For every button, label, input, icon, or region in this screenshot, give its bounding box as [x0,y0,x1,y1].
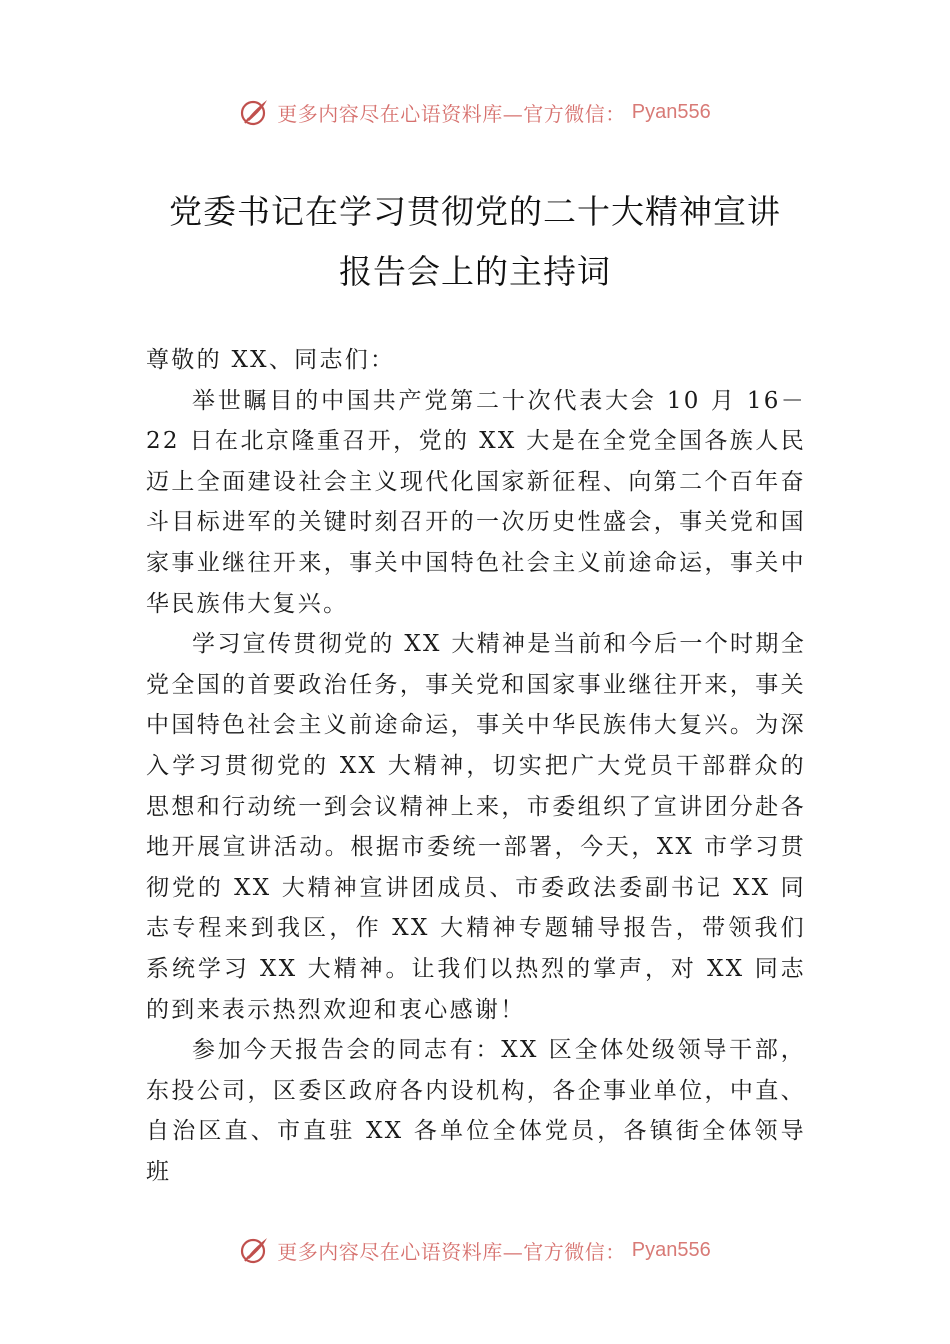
salutation: 尊敬的 XX、同志们： [146,347,396,373]
document-title-line1: 党委书记在学习贯彻党的二十大精神宣讲 [169,192,781,231]
quill-logo-icon [239,96,271,128]
body-paragraph-1: 举世瞩目的中国共产党第二十次代表大会 10 月 16－22 日在北京隆重召开，党的 XX 大是在全党全国各族人民迈上全面建设社会主义现代化国家新征程、向第二个百年奋斗目标进军的关键时刻召开的一次历史性盛会，事关党和国家事业继往开来，事关中国特色社会主义前途命运，事关中华民族伟大复兴。 [146,387,806,617]
watermark-text: 更多内容尽在心语资料库—官方微信： [277,1239,626,1264]
watermark-text: 更多内容尽在心语资料库—官方微信： [277,101,626,126]
watermark-footer [0,1234,950,1266]
body-paragraph-3: 参加今天报告会的同志有：XX 区全体处级领导干部，东投公司，区委区政府各内设机构，各企事业单位，中直、 自治区直、市直驻 XX 各单位全体党员，各镇街全体领导班 [146,1037,806,1185]
quill-logo-icon [239,1234,271,1266]
document-title-line2: 报告会上的主持词 [339,252,611,291]
watermark-header [0,96,950,128]
document-body [146,340,806,1192]
body-paragraph-2: 学习宣传贯彻党的 XX 大精神是当前和今后一个时期全党全国的首要政治任务，事关党和国家事业继往开来，事关中国特色社会主义前途命运，事关中华民族伟大复兴。为深入学习贯彻党的 XX 大精神，切实把广大党员干部群众的思想和行动统一到会议精神上来，市委组织了宣讲团分赴各地开展宣讲活动。根据市委统一部署，今天，XX 市学习贯彻党的 XX 大精神宣讲团成员、市委政法委副书记 XX 同志专程来到我区，作 XX 大精神专题辅导报告，带领我们系统学习 XX 大精神。让我们以热烈的掌声，对 XX 同志的到来表示热烈欢迎和衷心感谢！ [146,631,806,1023]
watermark-wechat-id: Pyan556 [631,100,711,123]
watermark-wechat-id: Pyan556 [631,1238,711,1261]
